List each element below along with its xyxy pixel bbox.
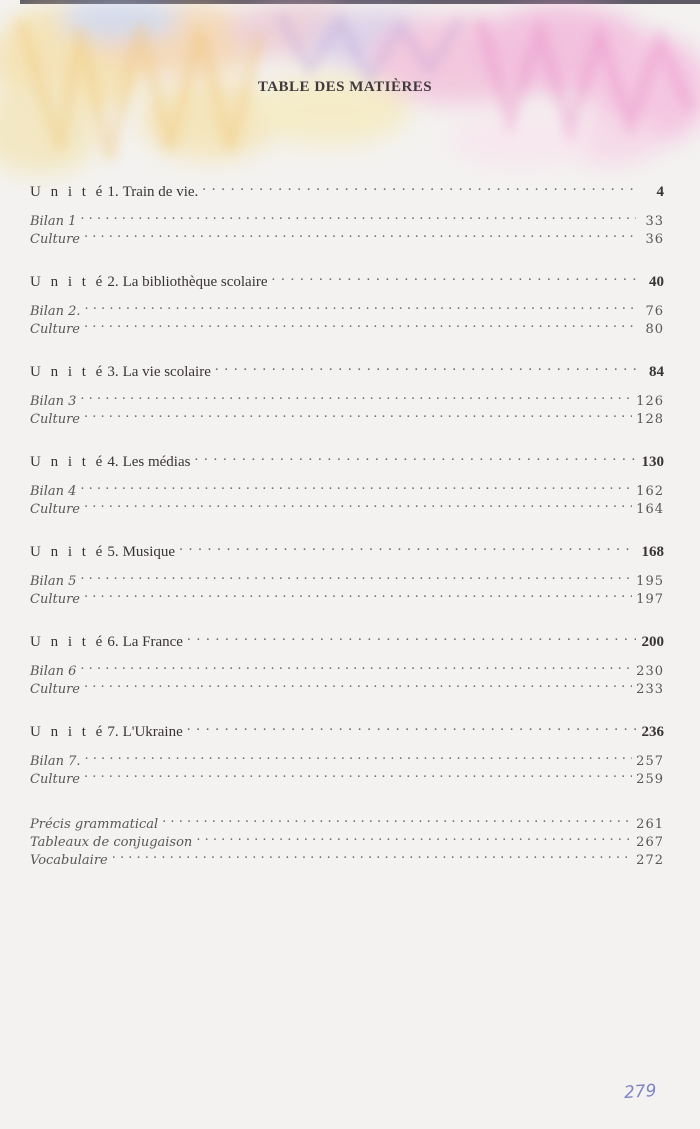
toc-entry-page-number: 130 bbox=[641, 454, 664, 470]
toc-entry-sub bbox=[30, 405, 664, 427]
toc-entry-sub bbox=[30, 765, 664, 787]
toc-entry-sub bbox=[30, 387, 664, 409]
dot-leader bbox=[272, 266, 636, 286]
toc-entry-sub bbox=[30, 585, 664, 607]
toc-entry-sub bbox=[30, 297, 664, 319]
dot-leader bbox=[187, 716, 636, 736]
unit-number: 6. bbox=[107, 634, 119, 650]
toc-entry-page-number: 230 bbox=[636, 664, 664, 679]
dot-leader bbox=[202, 176, 636, 196]
dot-leader bbox=[187, 626, 636, 646]
toc-entry-label: Bilan 2. bbox=[30, 304, 81, 319]
toc-entry-label: Culture bbox=[30, 592, 80, 607]
toc-entry-label: Culture bbox=[30, 772, 80, 787]
dot-leader bbox=[84, 225, 636, 243]
toc-entry-page-number: 233 bbox=[636, 682, 664, 697]
toc-entry-sub bbox=[30, 207, 664, 229]
toc-entry-label: Précis grammatical bbox=[30, 817, 159, 832]
toc-entry-label: Musique bbox=[122, 544, 176, 560]
unit-prefix: U n i t é bbox=[30, 184, 106, 200]
toc-entry-page-number: 80 bbox=[645, 322, 664, 337]
dot-leader bbox=[162, 810, 632, 828]
toc-entry-page-number: 236 bbox=[641, 724, 664, 740]
dot-leader bbox=[80, 387, 632, 405]
toc-entry-label: Bilan 7. bbox=[30, 754, 81, 769]
unit-number: 2. bbox=[107, 274, 119, 290]
toc-entry-unit bbox=[30, 176, 664, 200]
dot-leader bbox=[84, 315, 636, 333]
toc-entry-page-number: 168 bbox=[641, 544, 664, 560]
toc-entry-page-number: 272 bbox=[636, 853, 664, 868]
toc-entry-page-number: 267 bbox=[636, 835, 664, 850]
unit-number: 4. bbox=[107, 454, 119, 470]
watercolor-header-decoration bbox=[0, 0, 700, 200]
unit-number: 7. bbox=[107, 724, 119, 740]
toc-entry-page-number: 164 bbox=[636, 502, 664, 517]
toc-entry-page-number: 257 bbox=[636, 754, 664, 769]
toc-entry-page-number: 33 bbox=[645, 214, 664, 229]
handwritten-page-number: 279 bbox=[623, 1080, 658, 1104]
toc-entry-label: Train de vie. bbox=[122, 184, 199, 200]
toc-entry-label: Tableaux de conjugaison bbox=[30, 835, 193, 850]
toc-entry-label: L'Ukraine bbox=[122, 724, 183, 740]
toc-entry-page-number: 261 bbox=[636, 817, 664, 832]
unit-prefix: U n i t é bbox=[30, 724, 106, 740]
unit-prefix: U n i t é bbox=[30, 454, 106, 470]
toc-entry-unit bbox=[30, 626, 664, 650]
toc-entry-sub bbox=[30, 315, 664, 337]
dot-leader bbox=[84, 765, 632, 783]
toc-entry-page-number: 197 bbox=[636, 592, 664, 607]
toc-entry-page-number: 84 bbox=[649, 364, 664, 380]
toc-entry-label: Culture bbox=[30, 412, 80, 427]
toc-entry-page-number: 126 bbox=[636, 394, 664, 409]
dot-leader bbox=[196, 828, 632, 846]
toc-entry-label: La France bbox=[122, 634, 183, 650]
dot-leader bbox=[85, 747, 633, 765]
toc-entry-page-number: 259 bbox=[636, 772, 664, 787]
dot-leader bbox=[85, 297, 636, 315]
dot-leader bbox=[80, 207, 636, 225]
toc-entry-label: Culture bbox=[30, 502, 80, 517]
toc-entry-unit bbox=[30, 446, 664, 470]
dot-leader bbox=[215, 356, 636, 376]
unit-prefix: U n i t é bbox=[30, 544, 106, 560]
dot-leader bbox=[80, 657, 632, 675]
toc-entry-sub bbox=[30, 495, 664, 517]
toc-entry-appendix bbox=[30, 846, 664, 868]
toc-entry-appendix bbox=[30, 810, 664, 832]
toc-entry-label: Les médias bbox=[122, 454, 191, 470]
dot-leader bbox=[84, 495, 632, 513]
dot-leader bbox=[179, 536, 636, 556]
toc-entry-label: Bilan 4 bbox=[30, 484, 77, 499]
unit-number: 5. bbox=[107, 544, 119, 560]
toc-entry-label: Culture bbox=[30, 322, 80, 337]
dot-leader bbox=[80, 567, 632, 585]
toc-entry-label: Bilan 5 bbox=[30, 574, 77, 589]
toc-entry-label: Culture bbox=[30, 682, 80, 697]
dot-leader bbox=[80, 477, 632, 495]
toc-entry-label: La bibliothèque scolaire bbox=[122, 274, 268, 290]
unit-prefix: U n i t é bbox=[30, 634, 106, 650]
toc-entry-sub bbox=[30, 225, 664, 247]
toc-entry-unit bbox=[30, 266, 664, 290]
toc-entry-label: Bilan 6 bbox=[30, 664, 77, 679]
toc-entry-label: Culture bbox=[30, 232, 80, 247]
toc-entry-page-number: 195 bbox=[636, 574, 664, 589]
toc-entry-page-number: 4 bbox=[656, 184, 664, 200]
unit-number: 1. bbox=[107, 184, 119, 200]
dot-leader bbox=[112, 846, 632, 864]
toc-entry-unit bbox=[30, 536, 664, 560]
toc-entry-sub bbox=[30, 675, 664, 697]
table-of-contents bbox=[30, 176, 664, 868]
toc-entry-sub bbox=[30, 747, 664, 769]
dot-leader bbox=[84, 405, 632, 423]
toc-entry-page-number: 40 bbox=[649, 274, 664, 290]
dot-leader bbox=[84, 675, 632, 693]
toc-entry-sub bbox=[30, 567, 664, 589]
toc-entry-sub bbox=[30, 657, 664, 679]
unit-prefix: U n i t é bbox=[30, 364, 106, 380]
toc-entry-page-number: 200 bbox=[641, 634, 664, 650]
toc-entry-label: Bilan 3 bbox=[30, 394, 77, 409]
dot-leader bbox=[194, 446, 636, 466]
page-title: TABLE DES MATIÈRES bbox=[257, 79, 433, 95]
toc-entry-page-number: 128 bbox=[636, 412, 664, 427]
toc-entry-label: Bilan 1 bbox=[30, 214, 77, 229]
toc-entry-page-number: 76 bbox=[645, 304, 664, 319]
unit-prefix: U n i t é bbox=[30, 274, 106, 290]
dot-leader bbox=[84, 585, 632, 603]
toc-entry-page-number: 162 bbox=[636, 484, 664, 499]
unit-number: 3. bbox=[107, 364, 119, 380]
toc-entry-unit bbox=[30, 356, 664, 380]
toc-entry-label: La vie scolaire bbox=[122, 364, 211, 380]
toc-entry-page-number: 36 bbox=[645, 232, 664, 247]
toc-entry-sub bbox=[30, 477, 664, 499]
toc-entry-label: Vocabulaire bbox=[30, 853, 108, 868]
toc-entry-unit bbox=[30, 716, 664, 740]
